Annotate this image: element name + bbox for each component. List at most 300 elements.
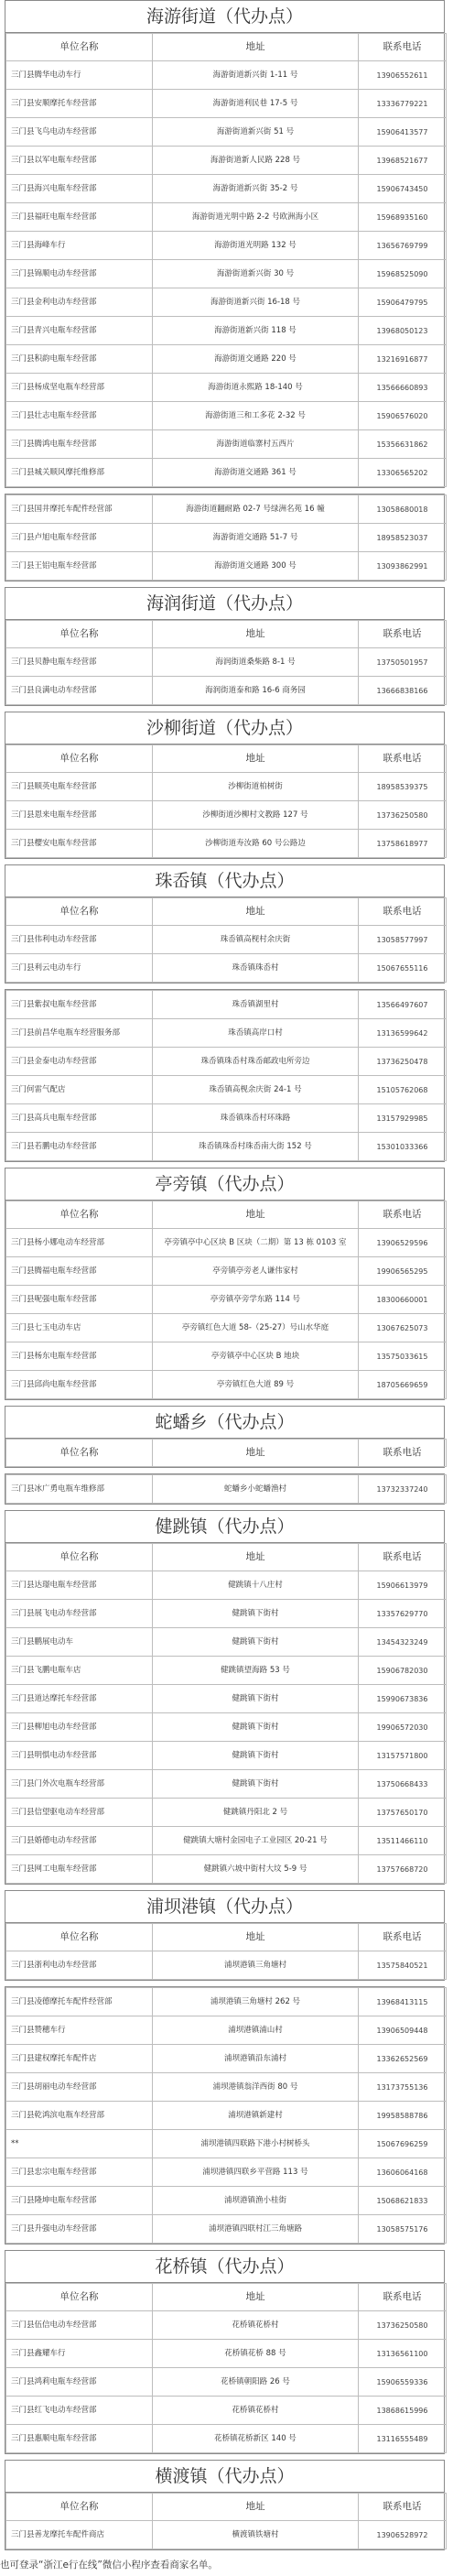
table-row xyxy=(6,1742,447,1770)
dealer-phone-cell: 15906559336 xyxy=(359,2368,447,2397)
dealer-table xyxy=(5,897,447,983)
dealer-address-cell: 健跳镇望海路 53 号 xyxy=(153,1657,359,1685)
dealer-name-cell: 三门县浙利电动车经营部 xyxy=(6,1951,153,1980)
dealer-address-cell: 海游街道新兴街 30 号 xyxy=(153,260,359,288)
column-header-address: 地址 xyxy=(153,1440,359,1467)
dealer-name-cell: 三门县恩来电瓶车经营部 xyxy=(6,801,153,830)
dealer-name-cell: 三门县紫叔电瓶车经营部 xyxy=(6,991,153,1019)
dealer-phone-cell: 13362652569 xyxy=(359,2045,447,2073)
dealer-phone-cell: 13906528972 xyxy=(359,2521,447,2549)
dealer-address-cell: 健跳镇下街村 xyxy=(153,1600,359,1628)
dealer-name-cell: 三门县婚德电动车经营部 xyxy=(6,1827,153,1855)
column-header-address: 地址 xyxy=(153,1201,359,1229)
dealer-name-cell: 三门县高兵电瓶车经营部 xyxy=(6,1104,153,1133)
district-section xyxy=(5,712,445,859)
dealer-address-cell: 珠岙镇高枧村余庆街 xyxy=(153,926,359,954)
section-title: 沙柳街道（代办点） xyxy=(5,712,444,745)
dealer-address-cell: 海游街道利民巷 17-5 号 xyxy=(153,90,359,118)
table-row xyxy=(6,1571,447,1600)
dealer-address-cell: 浦坝港镇四联村江三角塘路 xyxy=(153,2215,359,2244)
dealer-phone-cell: 13511466110 xyxy=(359,1827,447,1855)
dealer-address-cell: 花桥镇花桥村 xyxy=(153,2311,359,2340)
table-row xyxy=(6,430,447,459)
dealer-phone-cell: 13136599642 xyxy=(359,1019,447,1048)
table-row xyxy=(6,2045,447,2073)
dealer-phone-cell: 13157929985 xyxy=(359,1104,447,1133)
dealer-name-cell: 三门县金利电动车经营部 xyxy=(6,288,153,317)
column-header-phone: 联系电话 xyxy=(359,1440,447,1467)
table-row xyxy=(6,677,447,705)
column-header-address: 地址 xyxy=(153,745,359,773)
table-header-row xyxy=(6,898,447,926)
dealer-phone-cell: 18958523037 xyxy=(359,524,447,552)
dealer-phone-cell: 19906572030 xyxy=(359,1713,447,1742)
dealer-address-cell: 浦坝港镇三角塘村 xyxy=(153,1951,359,1980)
dealer-phone-cell: 13968413115 xyxy=(359,1988,447,2016)
dealer-address-cell: 珠岙镇珠岙村珠岙邮政电所旁边 xyxy=(153,1048,359,1076)
section-title: 横渡镇（代办点） xyxy=(5,2461,444,2493)
dealer-phone-cell: 15968935160 xyxy=(359,203,447,232)
dealer-phone-cell: 13157571800 xyxy=(359,1742,447,1770)
table-row xyxy=(6,991,447,1019)
dealer-name-cell: 三门县杨小娜电动车经营部 xyxy=(6,1229,153,1257)
dealer-phone-cell: 13906552611 xyxy=(359,61,447,90)
table-row xyxy=(6,1600,447,1628)
dealer-name-cell: 三门县胡丽电动车经营部 xyxy=(6,2073,153,2102)
dealer-phone-cell: 13606064168 xyxy=(359,2158,447,2187)
dealer-name-cell: 三门县门外次电瓶车经营部 xyxy=(6,1770,153,1799)
dealer-name-cell: 三门县金泰电动车经营部 xyxy=(6,1048,153,1076)
dealer-phone-cell: 13736250580 xyxy=(359,2311,447,2340)
table-row xyxy=(6,317,447,345)
dealer-phone-cell: 13575840521 xyxy=(359,1951,447,1980)
dealer-name-cell: 三门县杨成坚电瓶车经营部 xyxy=(6,374,153,402)
section-title: 亭旁镇（代办点） xyxy=(5,1168,444,1201)
table-row xyxy=(6,926,447,954)
table-row xyxy=(6,1628,447,1657)
district-section xyxy=(5,494,445,582)
table-row xyxy=(6,2016,447,2045)
dealer-address-cell: 海游街道新兴街 1-11 号 xyxy=(153,61,359,90)
dealer-address-cell: 海游街道新兴街 16-18 号 xyxy=(153,288,359,317)
dealer-name-cell: 三门县海峰车行 xyxy=(6,232,153,260)
table-row xyxy=(6,1048,447,1076)
dealer-name-cell: 三门县善龙摩托车配件商店 xyxy=(6,2521,153,2549)
dealer-phone-cell: 13906529596 xyxy=(359,1229,447,1257)
section-title: 珠岙镇（代办点） xyxy=(5,865,444,897)
dealer-address-cell: 花桥镇花桥新区 140 号 xyxy=(153,2425,359,2453)
dealer-address-cell: 花桥镇花桥村 xyxy=(153,2397,359,2425)
dealer-address-cell: 浦坝港镇四联乡平营路 113 号 xyxy=(153,2158,359,2187)
table-row xyxy=(6,232,447,260)
dealer-address-cell: 海游街道交通路 220 号 xyxy=(153,345,359,374)
dealer-name-cell: 三门县飞鸟电动车经营部 xyxy=(6,118,153,147)
dealer-address-cell: 浦坝港镇三角塘村 262 号 xyxy=(153,1988,359,2016)
column-header-phone: 联系电话 xyxy=(359,898,447,926)
dealer-list-document xyxy=(5,0,445,2550)
table-row xyxy=(6,61,447,90)
table-row xyxy=(6,2340,447,2368)
footer-note: 也可登录“浙江e行在线”微信小程序查看商家名单。 xyxy=(0,2560,218,2571)
dealer-address-cell: 海游街道光明中路 2-2 号欧洲海小区 xyxy=(153,203,359,232)
dealer-name-cell: 三门县展飞电动车经营部 xyxy=(6,1600,153,1628)
dealer-name-cell: 三门县冰广勇电瓶车维修部 xyxy=(6,1475,153,1504)
dealer-address-cell: 海游街道交通路 300 号 xyxy=(153,552,359,581)
column-header-name: 单位名称 xyxy=(6,34,153,61)
dealer-phone-cell: 15067696259 xyxy=(359,2130,447,2158)
dealer-phone-cell: 15906782030 xyxy=(359,1657,447,1685)
dealer-address-cell: 海润街道桑柴路 8-1 号 xyxy=(153,648,359,677)
table-row xyxy=(6,459,447,487)
dealer-name-cell: 三门县凌德摩托车配件经营部 xyxy=(6,1988,153,2016)
dealer-address-cell: 健跳镇大塘村金园电子工业园区 20-21 号 xyxy=(153,1827,359,1855)
dealer-phone-cell: 13058577997 xyxy=(359,926,447,954)
dealer-address-cell: 海游街道新兴街 118 号 xyxy=(153,317,359,345)
dealer-phone-cell: 15906479795 xyxy=(359,288,447,317)
district-section xyxy=(5,1406,445,1468)
table-header-row xyxy=(6,1544,447,1571)
district-section xyxy=(5,587,445,706)
dealer-phone-cell: 13736250580 xyxy=(359,801,447,830)
dealer-name-cell: 三门何雷气配店 xyxy=(6,1076,153,1104)
dealer-phone-cell: 13173755136 xyxy=(359,2073,447,2102)
dealer-phone-cell: 13058575176 xyxy=(359,2215,447,2244)
table-row xyxy=(6,801,447,830)
dealer-table xyxy=(5,990,447,1161)
column-header-address: 地址 xyxy=(153,2494,359,2521)
dealer-address-cell: 亭旁镇红色大道 58-（25-27）号山水华庭 xyxy=(153,1314,359,1342)
table-row xyxy=(6,2130,447,2158)
table-row xyxy=(6,2425,447,2453)
dealer-phone-cell: 13216916877 xyxy=(359,345,447,374)
dealer-address-cell: 珠岙镇珠岙村珠岙南大街 152 号 xyxy=(153,1133,359,1161)
dealer-address-cell: 沙柳街道寿汝路 60 号公路边 xyxy=(153,830,359,858)
dealer-phone-cell: 19958588786 xyxy=(359,2102,447,2130)
dealer-address-cell: 浦坝港镇新建村 xyxy=(153,2102,359,2130)
column-header-name: 单位名称 xyxy=(6,621,153,648)
table-header-row xyxy=(6,745,447,773)
dealer-table xyxy=(5,2283,447,2453)
dealer-address-cell: 浦坝港镇四联路下港小村树桥头 xyxy=(153,2130,359,2158)
table-row xyxy=(6,1951,447,1980)
table-row xyxy=(6,90,447,118)
column-header-address: 地址 xyxy=(153,2284,359,2311)
dealer-address-cell: 海游街道新兴街 51 号 xyxy=(153,118,359,147)
dealer-name-cell: 三门县国井摩托车配件经营部 xyxy=(6,495,153,524)
table-row xyxy=(6,2187,447,2215)
district-section xyxy=(5,1510,445,1885)
table-row xyxy=(6,260,447,288)
table-row xyxy=(6,2521,447,2549)
dealer-name-cell: 三门县卢旭电瓶车经营部 xyxy=(6,524,153,552)
column-header-name: 单位名称 xyxy=(6,1924,153,1951)
table-row xyxy=(6,954,447,983)
column-header-name: 单位名称 xyxy=(6,898,153,926)
dealer-phone-cell: 13136561100 xyxy=(359,2340,447,2368)
dealer-address-cell: 海游街道新兴街 35-2 号 xyxy=(153,175,359,203)
table-row xyxy=(6,1799,447,1827)
table-row xyxy=(6,1257,447,1286)
dealer-name-cell: 三门县隆坤电瓶车经营部 xyxy=(6,2187,153,2215)
dealer-name-cell: 三门县鹏展电动车 xyxy=(6,1628,153,1657)
dealer-phone-cell: 15067655116 xyxy=(359,954,447,983)
dealer-name-cell: 三门县前昌华电瓶车经营服务部 xyxy=(6,1019,153,1048)
table-row xyxy=(6,1104,447,1133)
table-row xyxy=(6,345,447,374)
section-title: 浦坝港镇（代办点） xyxy=(5,1891,444,1923)
district-section xyxy=(5,1168,445,1400)
dealer-name-cell: 三门县网工电瓶车经营部 xyxy=(6,1855,153,1884)
dealer-name-cell: 三门县海兴电瓶车经营部 xyxy=(6,175,153,203)
dealer-name-cell: 三门县七玉电动车店 xyxy=(6,1314,153,1342)
dealer-phone-cell: 15906613979 xyxy=(359,1571,447,1600)
dealer-phone-cell: 13968050123 xyxy=(359,317,447,345)
dealer-name-cell: 三门县伍信电动车经营部 xyxy=(6,2311,153,2340)
table-row xyxy=(6,175,447,203)
dealer-address-cell: 海游街道新人民路 228 号 xyxy=(153,147,359,175)
dealer-name-cell: 三门县利云电动车行 xyxy=(6,954,153,983)
dealer-phone-cell: 13058680018 xyxy=(359,495,447,524)
dealer-name-cell: 三门县明惧电动车经营部 xyxy=(6,1742,153,1770)
column-header-phone: 联系电话 xyxy=(359,621,447,648)
dealer-phone-cell: 13757650170 xyxy=(359,1799,447,1827)
column-header-phone: 联系电话 xyxy=(359,2284,447,2311)
dealer-address-cell: 健跳镇十八庄村 xyxy=(153,1571,359,1600)
dealer-address-cell: 海游街道交通路 361 号 xyxy=(153,459,359,487)
table-row xyxy=(6,2311,447,2340)
dealer-name-cell: 三门县樱安电瓶车经营部 xyxy=(6,830,153,858)
table-row xyxy=(6,830,447,858)
dealer-phone-cell: 13336779221 xyxy=(359,90,447,118)
table-row xyxy=(6,524,447,552)
table-header-row xyxy=(6,1924,447,1951)
table-row xyxy=(6,1133,447,1161)
dealer-phone-cell: 15906743450 xyxy=(359,175,447,203)
table-row xyxy=(6,2397,447,2425)
dealer-address-cell: 健跳镇下街村 xyxy=(153,1685,359,1713)
dealer-name-cell: 三门县飞鹏电瓶车店 xyxy=(6,1657,153,1685)
dealer-phone-cell: 13566660893 xyxy=(359,374,447,402)
table-row xyxy=(6,288,447,317)
column-header-phone: 联系电话 xyxy=(359,1924,447,1951)
dealer-phone-cell: 13575033615 xyxy=(359,1342,447,1371)
dealer-name-cell: 三门县以军电瓶车经营部 xyxy=(6,147,153,175)
dealer-phone-cell: 18705669659 xyxy=(359,1371,447,1399)
dealer-table xyxy=(5,620,447,705)
dealer-address-cell: 健跳镇丹阳北 2 号 xyxy=(153,1799,359,1827)
dealer-phone-cell: 13666838166 xyxy=(359,677,447,705)
dealer-name-cell: 三门县柳旭电动车经营部 xyxy=(6,1713,153,1742)
dealer-name-cell: 三门县伟利电动车经营部 xyxy=(6,926,153,954)
dealer-address-cell: 海游街道永熙路 18-140 号 xyxy=(153,374,359,402)
dealer-phone-cell: 15968525090 xyxy=(359,260,447,288)
table-row xyxy=(6,402,447,430)
table-row xyxy=(6,374,447,402)
table-row xyxy=(6,2102,447,2130)
table-row xyxy=(6,118,447,147)
dealer-name-cell: 三门县顺英电瓶车经营部 xyxy=(6,773,153,801)
column-header-name: 单位名称 xyxy=(6,1201,153,1229)
dealer-table xyxy=(5,1987,447,2244)
dealer-name-cell: 三门县信望驱电动车经营部 xyxy=(6,1799,153,1827)
dealer-address-cell: 海游街道临寨村五西片 xyxy=(153,430,359,459)
dealer-address-cell: 亭旁镇亭中心区块 B 区块（二期）第 13 栋 0103 室 xyxy=(153,1229,359,1257)
column-header-address: 地址 xyxy=(153,1924,359,1951)
dealer-address-cell: 亭旁镇红色大道 89 号 xyxy=(153,1371,359,1399)
dealer-address-cell: 海游街道翻耐路 02-7 号绿洲名苑 16 幢 xyxy=(153,495,359,524)
dealer-phone-cell: 18958539375 xyxy=(359,773,447,801)
table-row xyxy=(6,1475,447,1504)
district-section xyxy=(5,2250,445,2454)
dealer-address-cell: 珠岙镇高岸口村 xyxy=(153,1019,359,1048)
table-header-row xyxy=(6,1440,447,1467)
column-header-address: 地址 xyxy=(153,34,359,61)
dealer-name-cell: 三门县杨东电瓶车经营部 xyxy=(6,1342,153,1371)
dealer-phone-cell: 15301033366 xyxy=(359,1133,447,1161)
dealer-table xyxy=(5,1201,447,1399)
dealer-address-cell: 亭旁镇亭旁老人谦伟家村 xyxy=(153,1257,359,1286)
table-row xyxy=(6,1314,447,1342)
district-section xyxy=(5,1890,445,1981)
dealer-table xyxy=(5,745,447,858)
dealer-name-cell: 三门县达璟电瓶车经营部 xyxy=(6,1571,153,1600)
table-row xyxy=(6,1827,447,1855)
district-section xyxy=(5,1986,445,2244)
dealer-address-cell: 珠岙镇高枧余庆街 24-1 号 xyxy=(153,1076,359,1104)
dealer-address-cell: 珠岙镇湖里村 xyxy=(153,991,359,1019)
column-header-name: 单位名称 xyxy=(6,1440,153,1467)
dealer-name-cell: 三门县锦顺电动车经营部 xyxy=(6,260,153,288)
column-header-name: 单位名称 xyxy=(6,1544,153,1571)
dealer-name-cell: 三门县建权摩托车配件店 xyxy=(6,2045,153,2073)
dealer-name-cell: 三门县青兴电瓶车经营部 xyxy=(6,317,153,345)
dealer-address-cell: 健跳镇下街村 xyxy=(153,1742,359,1770)
table-row xyxy=(6,1685,447,1713)
dealer-address-cell: 浦坝港镇渔小桂街 xyxy=(153,2187,359,2215)
column-header-phone: 联系电话 xyxy=(359,745,447,773)
section-title: 花桥镇（代办点） xyxy=(5,2251,444,2283)
column-header-name: 单位名称 xyxy=(6,2494,153,2521)
dealer-phone-cell: 15906413577 xyxy=(359,118,447,147)
district-section xyxy=(5,0,445,488)
dealer-address-cell: 花桥镇朝阳路 26 号 xyxy=(153,2368,359,2397)
dealer-address-cell: 浦坝港镇浦山村 xyxy=(153,2016,359,2045)
dealer-address-cell: 浦坝港镇沿东浦村 xyxy=(153,2045,359,2073)
dealer-name-cell: 三门县腾鸿电瓶车经营部 xyxy=(6,430,153,459)
dealer-table xyxy=(5,1543,447,1884)
dealer-address-cell: 浦坝港镇翁洋西街 80 号 xyxy=(153,2073,359,2102)
dealer-phone-cell: 19906565295 xyxy=(359,1257,447,1286)
dealer-name-cell: 三门县城关顺风摩托维修部 xyxy=(6,459,153,487)
dealer-table xyxy=(5,33,447,487)
dealer-phone-cell: 13306565202 xyxy=(359,459,447,487)
dealer-address-cell: 海润街道泰和路 16-6 商务园 xyxy=(153,677,359,705)
column-header-address: 地址 xyxy=(153,898,359,926)
dealer-name-cell: 三门县惠顺电瓶车经营部 xyxy=(6,2425,153,2453)
dealer-name-cell: 三门县邱尚电瓶车经营部 xyxy=(6,1371,153,1399)
dealer-address-cell: 珠岙镇珠岙村环珠路 xyxy=(153,1104,359,1133)
table-row xyxy=(6,1076,447,1104)
dealer-name-cell: 三门县贝静电瓶车经营部 xyxy=(6,648,153,677)
dealer-address-cell: 海游街道交通路 51-7 号 xyxy=(153,524,359,552)
dealer-phone-cell: 13357629770 xyxy=(359,1600,447,1628)
table-header-row xyxy=(6,34,447,61)
dealer-name-cell: 三门县赞穗车行 xyxy=(6,2016,153,2045)
table-row xyxy=(6,1342,447,1371)
dealer-phone-cell: 15105762068 xyxy=(359,1076,447,1104)
dealer-name-cell: 三门县乾鸿滨电瓶车经营部 xyxy=(6,2102,153,2130)
dealer-name-cell: 三门县福旺电瓶车经营部 xyxy=(6,203,153,232)
dealer-address-cell: 蛇蟠乡小蛇蟠渔村 xyxy=(153,1475,359,1504)
table-header-row xyxy=(6,1201,447,1229)
table-row xyxy=(6,495,447,524)
dealer-address-cell: 横渡镇铁塘村 xyxy=(153,2521,359,2549)
dealer-address-cell: 花桥镇花桥 88 号 xyxy=(153,2340,359,2368)
dealer-phone-cell: 13732337240 xyxy=(359,1475,447,1504)
dealer-phone-cell: 13968521677 xyxy=(359,147,447,175)
dealer-phone-cell: 15068621833 xyxy=(359,2187,447,2215)
dealer-name-cell: ** xyxy=(6,2130,153,2158)
column-header-name: 单位名称 xyxy=(6,2284,153,2311)
table-row xyxy=(6,1019,447,1048)
dealer-phone-cell: 13566497607 xyxy=(359,991,447,1019)
dealer-name-cell: 三门县道达摩托车经营部 xyxy=(6,1685,153,1713)
dealer-table xyxy=(5,1474,447,1504)
table-row xyxy=(6,1371,447,1399)
dealer-name-cell: 三门县安顺摩托车经营部 xyxy=(6,90,153,118)
dealer-name-cell: 三门县腾福电瓶车经营部 xyxy=(6,1257,153,1286)
dealer-phone-cell: 13757668720 xyxy=(359,1855,447,1884)
dealer-phone-cell: 15990673836 xyxy=(359,1685,447,1713)
table-row xyxy=(6,2215,447,2244)
dealer-address-cell: 沙柳街道沙柳村文教路 127 号 xyxy=(153,801,359,830)
dealer-address-cell: 海游街道光明路 132 号 xyxy=(153,232,359,260)
dealer-phone-cell: 13906509448 xyxy=(359,2016,447,2045)
dealer-name-cell: 三门县红飞电动车经营部 xyxy=(6,2397,153,2425)
table-row xyxy=(6,2158,447,2187)
section-title: 海润街道（代办点） xyxy=(5,588,444,620)
dealer-name-cell: 三门县壮志电瓶车经营部 xyxy=(6,402,153,430)
dealer-name-cell: 三门县升强电动车经营部 xyxy=(6,2215,153,2244)
district-section xyxy=(5,2460,445,2550)
dealer-phone-cell: 15906576020 xyxy=(359,402,447,430)
dealer-phone-cell: 13454323249 xyxy=(359,1628,447,1657)
dealer-address-cell: 健跳镇下街村 xyxy=(153,1713,359,1742)
dealer-name-cell: 三门县鸿莉电瓶车经营部 xyxy=(6,2368,153,2397)
table-row xyxy=(6,648,447,677)
dealer-table xyxy=(5,2493,447,2549)
dealer-name-cell: 三门县鑫耀车行 xyxy=(6,2340,153,2368)
section-title: 蛇蟠乡（代办点） xyxy=(5,1407,444,1439)
dealer-phone-cell: 15356631862 xyxy=(359,430,447,459)
dealer-address-cell: 沙柳街道柏树街 xyxy=(153,773,359,801)
dealer-address-cell: 亭旁镇亭中心区块 B 地块 xyxy=(153,1342,359,1371)
table-row xyxy=(6,2073,447,2102)
dealer-table xyxy=(5,1439,447,1467)
table-header-row xyxy=(6,2284,447,2311)
district-section xyxy=(5,989,445,1162)
table-header-row xyxy=(6,621,447,648)
dealer-table xyxy=(5,495,447,581)
dealer-phone-cell: 13116555489 xyxy=(359,2425,447,2453)
table-header-row xyxy=(6,2494,447,2521)
column-header-address: 地址 xyxy=(153,1544,359,1571)
dealer-phone-cell: 13093862991 xyxy=(359,552,447,581)
table-row xyxy=(6,1286,447,1314)
dealer-address-cell: 健跳镇下街村 xyxy=(153,1628,359,1657)
dealer-phone-cell: 13758618977 xyxy=(359,830,447,858)
table-row xyxy=(6,147,447,175)
